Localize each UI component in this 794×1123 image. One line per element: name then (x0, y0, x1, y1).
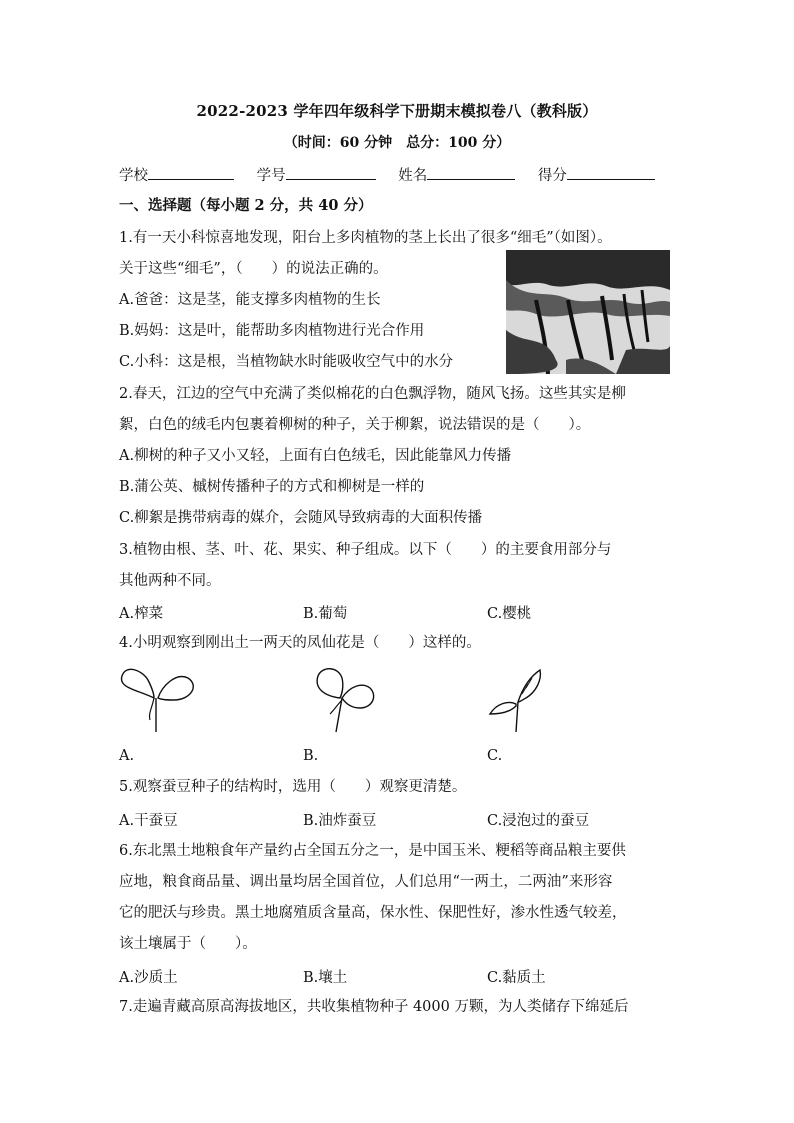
q4-stem: 4.小明观察到刚出土一两天的凤仙花是（ ）这样的。 (119, 635, 481, 651)
q5-stem: 5.观察蚕豆种子的结构时，选用（ ）观察更清楚。 (119, 779, 467, 795)
q4-option-b[interactable]: B. (303, 748, 319, 764)
school-blank[interactable] (148, 165, 234, 180)
score-blank[interactable] (567, 165, 655, 180)
q2-option-b[interactable]: B.蒲公英、槭树传播种子的方式和柳树是一样的 (119, 479, 425, 495)
school-label: 学校 (119, 168, 148, 184)
section-heading: 一、选择题（每小题 2 分，共 40 分） (119, 197, 373, 214)
q7-stem-line1: 7.走遍青藏高原高海拔地区，共收集植物种子 4000 万颗，为人类储存下绵延后 (119, 999, 629, 1015)
q6-option-b[interactable]: B.壤土 (303, 970, 348, 986)
q1-option-a[interactable]: A.爸爸：这是茎，能支撑多肉植物的生长 (119, 292, 381, 308)
seedling-a-figure (118, 664, 198, 734)
q5-option-b[interactable]: B.油炸蚕豆 (303, 813, 377, 829)
q3-stem-line1: 3.植物由根、茎、叶、花、果实、种子组成。以下（ ）的主要食用部分与 (119, 542, 612, 558)
q2-option-c[interactable]: C.柳絮是携带病毒的媒介，会随风导致病毒的大面积传播 (119, 510, 483, 526)
q2-option-a[interactable]: A.柳树的种子又小又轻，上面有白色绒毛，因此能靠风力传播 (119, 448, 512, 464)
q3-option-a[interactable]: A.榨菜 (119, 606, 164, 622)
seedling-c-figure (482, 664, 552, 734)
q3-stem-line2: 其他两种不同。 (119, 573, 221, 589)
q2-stem-line2: 絮，白色的绒毛内包裹着柳树的种子，关于柳絮，说法错误的是（ ）。 (119, 417, 591, 433)
student-id-blank[interactable] (286, 165, 376, 180)
q3-option-b[interactable]: B.葡萄 (303, 606, 348, 622)
student-info-row (119, 164, 655, 185)
name-blank[interactable] (427, 165, 515, 180)
q2-stem-line1: 2.春天，江边的空气中充满了类似棉花的白色飘浮物，随风飞扬。这些其实是柳 (119, 386, 626, 402)
exam-subtitle: （时间：60 分钟 总分：100 分） (283, 135, 511, 151)
q6-stem-line4: 该土壤属于（ ）。 (119, 936, 257, 952)
q1-option-c[interactable]: C.小科：这是根，当植物缺水时能吸收空气中的水分 (119, 354, 454, 370)
q6-option-a[interactable]: A.沙质土 (119, 970, 178, 986)
q3-option-c[interactable]: C.樱桃 (487, 606, 532, 622)
q6-stem-line3: 它的肥沃与珍贵。黑土地腐殖质含量高，保水性、保肥性好，渗水性透气较差， (119, 905, 627, 921)
exam-title: 2022-2023 学年四年级科学下册期末模拟卷八（教科版） (196, 102, 598, 120)
score-label: 得分 (537, 168, 567, 184)
q5-option-c[interactable]: C.浸泡过的蚕豆 (487, 813, 590, 829)
q6-option-c[interactable]: C.黏质土 (487, 970, 546, 986)
q1-stem-line1: 1.有一天小科惊喜地发现，阳台上多肉植物的茎上长出了很多“细毛”（如图）。 (119, 230, 612, 246)
q6-stem-line1: 6.东北黑土地粮食年产量约占全国五分之一，是中国玉米、粳稻等商品粮主要供 (119, 843, 626, 859)
seedling-b-figure (310, 664, 380, 734)
q4-option-a[interactable]: A. (119, 748, 135, 764)
q6-stem-line2: 应地，粮食商品量、调出量均居全国首位，人们总用“一两土，二两油”来形容 (119, 874, 613, 890)
q4-option-c[interactable]: C. (487, 748, 503, 764)
succulent-aerial-roots-photo (506, 250, 670, 374)
q5-option-a[interactable]: A.干蚕豆 (119, 813, 178, 829)
q1-stem-line2: 关于这些“细毛”，（ ）的说法正确的。 (119, 261, 388, 277)
student-id-label: 学号 (256, 168, 286, 184)
name-label: 姓名 (398, 168, 428, 184)
q1-option-b[interactable]: B.妈妈：这是叶，能帮助多肉植物进行光合作用 (119, 323, 425, 339)
